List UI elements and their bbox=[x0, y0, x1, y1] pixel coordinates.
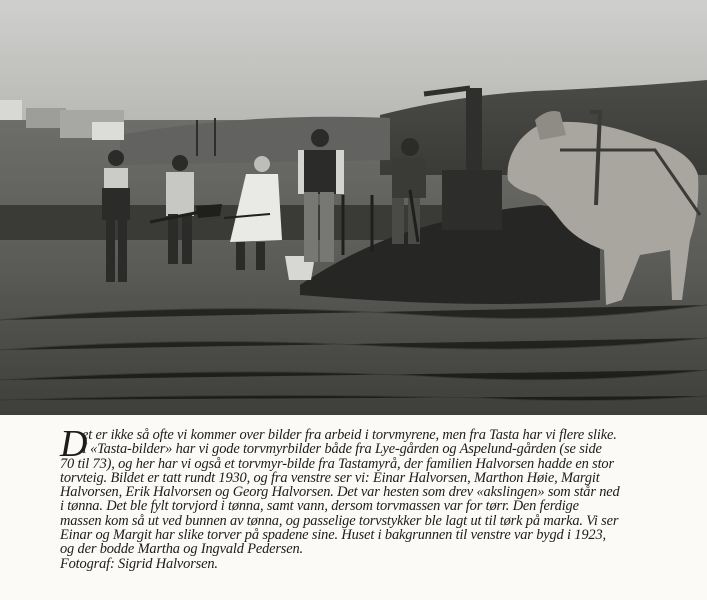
caption-line: torvteig. Bildet er tatt rundt 1930, og fra venstre ser vi: Einar Halvorsen, Marthon Høie, Margit bbox=[60, 469, 600, 486]
caption-line: massen kom så ut ved bunnen av tønna, og passelige torvstykker ble lagt ut til tørk på marka. Vi ser bbox=[60, 512, 619, 529]
caption-line: I «Tasta-bilder» har vi gode torvmyrbilder både fra Lye-gården og Aspelund-gården (se side bbox=[82, 441, 602, 458]
drop-cap: D bbox=[60, 423, 88, 465]
caption-line: i tønna. Det ble fylt torvjord i tønna, samt vann, dersom torvmassen var for tørr. Den ferdige bbox=[60, 498, 579, 515]
caption-line: 70 til 73), og her har vi også et torvmyr-bilde fra Tastamyrå, der familien Halvorsen hadde en stor bbox=[60, 455, 614, 472]
caption-line: Einar og Margit har slike torver på spadene sine. Huset i bakgrunnen til venstre var bygd i 1923, bbox=[60, 527, 606, 544]
caption-line: og der bodde Martha og Ingvald Pedersen. bbox=[60, 541, 303, 558]
caption-line: et er ikke så ofte vi kommer over bilder fra arbeid i torvmyrene, men fra Tasta har vi flere slike. bbox=[82, 427, 617, 443]
photo-credit: Fotograf: Sigrid Halvorsen. bbox=[60, 555, 218, 572]
caption-line: Halvorsen, Erik Halvorsen og Georg Halvorsen. Det var hesten som drev «akslingen» som står ned bbox=[60, 484, 620, 501]
photo-caption bbox=[60, 423, 690, 572]
